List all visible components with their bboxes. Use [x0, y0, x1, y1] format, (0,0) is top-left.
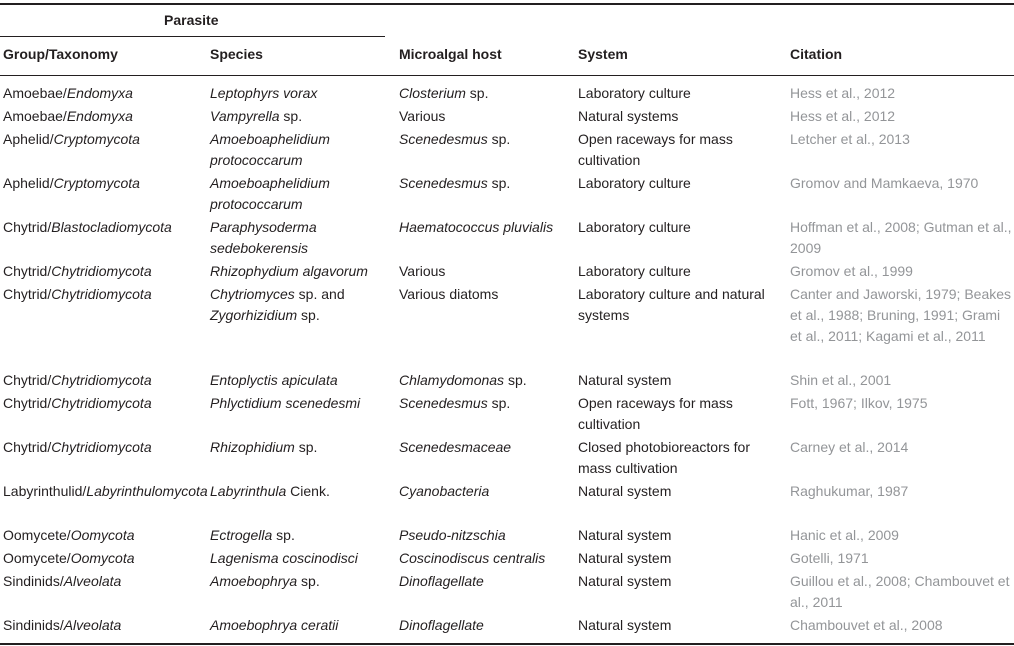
group-name: Chytrid/	[3, 372, 52, 388]
host-name: Scenedesmus	[399, 131, 488, 147]
cell-host	[399, 393, 574, 414]
cell-host	[399, 525, 574, 546]
species-suffix: Cienk.	[286, 483, 330, 499]
table-row	[0, 571, 1014, 615]
cell-citation: Hanic et al., 2009	[790, 527, 899, 543]
group-name: Sindinids/	[3, 617, 64, 633]
cell-system: Laboratory culture	[578, 263, 691, 279]
cell-system: Open raceways for mass cultivation	[578, 131, 733, 168]
host-name: Dinoflagellate	[399, 573, 484, 589]
bottom-rule	[0, 643, 1014, 645]
cell-host	[399, 437, 574, 458]
cell-system: Natural system	[578, 573, 672, 589]
cell-citation: Canter and Jaworski, 1979; Beakes et al., 1988; Bruning, 1991; Grami et al., 2011; Kagami et al., 2011	[790, 286, 1012, 344]
taxonomy-name: Endomyxa	[66, 85, 133, 101]
taxonomy-name: Labyrinthulomycota	[86, 483, 208, 499]
host-name: Dinoflagellate	[399, 617, 484, 633]
group-name: Sindinids/	[3, 573, 64, 589]
species-name: Entoplyctis apiculata	[210, 372, 338, 388]
species-name: Rhizophidium	[210, 439, 295, 455]
species-name: Ectrogella	[210, 527, 273, 543]
host-suffix: Various	[399, 108, 446, 124]
cell-group	[3, 571, 208, 592]
cell-species	[210, 571, 395, 592]
top-rule	[0, 3, 1014, 5]
taxonomy-name: Blastocladiomycota	[51, 219, 172, 235]
species-name: Amoebophrya ceratii	[210, 617, 339, 633]
host-name: Scenedesmus	[399, 395, 488, 411]
cell-host	[399, 548, 574, 569]
cell-citation: Guillou et al., 2008; Chambouvet et al., 2011	[790, 573, 1010, 610]
species-suffix: sp.	[294, 439, 318, 455]
header-group: Group/Taxonomy	[3, 46, 118, 62]
taxonomy-name: Oomycota	[70, 527, 135, 543]
cell-citation: Shin et al., 2001	[790, 372, 892, 388]
taxonomy-name: Alveolata	[63, 573, 122, 589]
cell-citation: Gromov et al., 1999	[790, 263, 913, 279]
cell-host	[399, 284, 574, 305]
cell-host	[399, 173, 574, 194]
cell-species	[210, 173, 395, 215]
cell-host	[399, 83, 574, 104]
cell-group	[3, 548, 208, 569]
table-row	[0, 217, 1014, 261]
cell-system: Natural system	[578, 483, 672, 499]
cell-host	[399, 129, 574, 150]
cell-species	[210, 106, 395, 127]
cell-species	[210, 525, 395, 546]
table-body	[0, 83, 1014, 638]
table-row	[0, 481, 1014, 525]
taxonomy-name: Cryptomycota	[53, 175, 140, 191]
header-citation: Citation	[790, 46, 843, 62]
species-name: Vampyrella	[210, 108, 280, 124]
group-name: Amoebae/	[3, 85, 67, 101]
species-name: Phlyctidium scenedesmi	[210, 395, 361, 411]
cell-citation: Gotelli, 1971	[790, 550, 869, 566]
cell-group	[3, 261, 208, 282]
species-suffix-2: sp.	[297, 307, 320, 323]
cell-system: Natural system	[578, 527, 672, 543]
table-row	[0, 83, 1014, 106]
table-row	[0, 393, 1014, 437]
cell-citation: Gromov and Mamkaeva, 1970	[790, 175, 979, 191]
cell-citation: Hess et al., 2012	[790, 108, 896, 124]
taxonomy-name: Chytridiomycota	[51, 395, 152, 411]
cell-group	[3, 284, 208, 305]
species-name: Amoeboaphelidium protococcarum	[210, 175, 330, 212]
cell-system: Natural systems	[578, 108, 679, 124]
cell-system: Natural system	[578, 617, 672, 633]
host-name: Scenedesmaceae	[399, 439, 512, 455]
taxonomy-name: Oomycota	[70, 550, 135, 566]
cell-citation: Chambouvet et al., 2008	[790, 617, 943, 633]
cell-group	[3, 106, 208, 127]
header-host: Microalgal host	[399, 46, 502, 62]
cell-system: Laboratory culture	[578, 175, 691, 191]
group-name: Chytrid/	[3, 263, 52, 279]
species-suffix: sp.	[272, 527, 295, 543]
species-suffix: sp.	[279, 108, 303, 124]
cell-group	[3, 615, 208, 636]
species-name-2: Zygorhizidium	[210, 307, 298, 323]
host-suffix: sp.	[487, 175, 511, 191]
cell-system: Laboratory culture	[578, 85, 691, 101]
cell-group	[3, 525, 208, 546]
group-name: Oomycete/	[3, 550, 71, 566]
species-name: Lagenisma coscinodisci	[210, 550, 358, 566]
cell-system: Laboratory culture and natural systems	[578, 286, 765, 323]
species-suffix: sp.	[297, 573, 320, 589]
header-system: System	[578, 46, 628, 62]
species-name: Amoeboaphelidium protococcarum	[210, 131, 330, 168]
host-name: Haematococcus pluvialis	[399, 219, 554, 235]
host-name: Closterium	[399, 85, 466, 101]
cell-species	[210, 548, 395, 569]
header-rule	[0, 75, 1014, 76]
cell-host	[399, 571, 574, 592]
host-suffix: sp.	[487, 395, 511, 411]
taxonomy-name: Cryptomycota	[53, 131, 140, 147]
cell-host	[399, 615, 574, 636]
group-name: Chytrid/	[3, 219, 52, 235]
cell-species	[210, 437, 395, 458]
group-name: Chytrid/	[3, 395, 52, 411]
cell-host	[399, 217, 574, 238]
taxonomy-name: Alveolata	[63, 617, 122, 633]
cell-species	[210, 284, 395, 326]
taxonomy-name: Endomyxa	[66, 108, 133, 124]
species-name: Labyrinthula	[210, 483, 287, 499]
cell-group	[3, 173, 208, 194]
cell-citation: Hoffman et al., 2008; Gutman et al., 2009	[790, 219, 1012, 256]
host-name: Cyanobacteria	[399, 483, 490, 499]
cell-group	[3, 370, 208, 391]
table-row	[0, 129, 1014, 173]
species-suffix: sp. and	[294, 286, 345, 302]
table-row	[0, 370, 1014, 393]
cell-species	[210, 261, 395, 282]
cell-group	[3, 83, 208, 104]
table-row	[0, 284, 1014, 370]
group-name: Oomycete/	[3, 527, 71, 543]
cell-citation: Carney et al., 2014	[790, 439, 909, 455]
cell-system: Laboratory culture	[578, 219, 691, 235]
group-name: Aphelid/	[3, 175, 54, 191]
cell-group	[3, 217, 208, 238]
species-name: Rhizophydium algavorum	[210, 263, 368, 279]
header-species: Species	[210, 46, 263, 62]
taxonomy-name: Chytridiomycota	[51, 286, 152, 302]
cell-citation: Raghukumar, 1987	[790, 483, 909, 499]
group-name: Aphelid/	[3, 131, 54, 147]
cell-species	[210, 370, 395, 391]
host-name: Chlamydomonas	[399, 372, 505, 388]
host-suffix: sp.	[504, 372, 527, 388]
cell-host	[399, 261, 574, 282]
cell-group	[3, 393, 208, 414]
taxonomy-name: Chytridiomycota	[51, 439, 152, 455]
parasite-rule	[0, 36, 385, 37]
cell-group	[3, 481, 208, 502]
cell-species	[210, 83, 395, 104]
species-name: Chytriomyces	[210, 286, 295, 302]
cell-citation: Fott, 1967; Ilkov, 1975	[790, 395, 928, 411]
table-row	[0, 525, 1014, 548]
header-parasite: Parasite	[164, 12, 219, 28]
cell-host	[399, 106, 574, 127]
cell-citation: Hess et al., 2012	[790, 85, 896, 101]
group-name: Amoebae/	[3, 108, 67, 124]
cell-species	[210, 615, 395, 636]
group-name: Chytrid/	[3, 439, 52, 455]
table-row	[0, 261, 1014, 284]
host-suffix: sp.	[465, 85, 489, 101]
cell-species	[210, 217, 395, 259]
host-suffix: sp.	[487, 131, 511, 147]
cell-citation: Letcher et al., 2013	[790, 131, 910, 147]
table-row	[0, 437, 1014, 481]
group-name: Chytrid/	[3, 286, 52, 302]
cell-system: Natural system	[578, 550, 672, 566]
host-name: Coscinodiscus centralis	[399, 550, 546, 566]
table-row	[0, 615, 1014, 638]
species-name: Paraphysoderma sedebokerensis	[210, 219, 317, 256]
cell-system: Natural system	[578, 372, 672, 388]
species-name: Amoebophrya	[210, 573, 298, 589]
host-name: Pseudo-nitzschia	[399, 527, 506, 543]
table-row	[0, 548, 1014, 571]
cell-species	[210, 393, 395, 414]
cell-host	[399, 370, 574, 391]
host-suffix: Various diatoms	[399, 286, 499, 302]
cell-group	[3, 129, 208, 150]
cell-host	[399, 481, 574, 502]
host-name: Scenedesmus	[399, 175, 488, 191]
host-suffix: Various	[399, 263, 446, 279]
cell-system: Open raceways for mass cultivation	[578, 395, 733, 432]
taxonomy-name: Chytridiomycota	[51, 372, 152, 388]
cell-system: Closed photobioreactors for mass cultivation	[578, 439, 750, 476]
table-row	[0, 173, 1014, 217]
group-name: Labyrinthulid/	[3, 483, 87, 499]
species-name: Leptophyrs vorax	[210, 85, 318, 101]
taxonomy-name: Chytridiomycota	[51, 263, 152, 279]
cell-group	[3, 437, 208, 458]
cell-species	[210, 129, 395, 171]
cell-species	[210, 481, 395, 502]
table-row	[0, 106, 1014, 129]
